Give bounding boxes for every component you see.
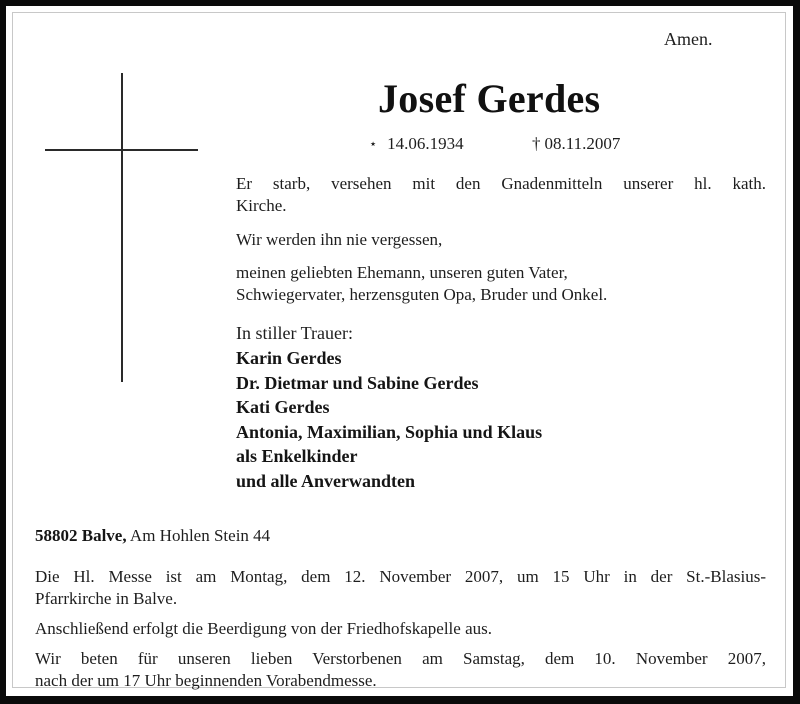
birth-date-value: 14.06.1934 — [387, 134, 464, 153]
cross-icon-horizontal-bar — [45, 149, 198, 151]
mourners-list — [236, 346, 542, 493]
amen-text: Amen. — [664, 29, 713, 49]
mourner-item: Kati Gerdes — [236, 397, 330, 417]
death-date — [532, 134, 620, 154]
remembrance-paragraph — [236, 229, 442, 251]
mass-notice-line-1: Die Hl. Messe ist am Montag, dem 12. November 2007, um 15 Uhr in der St.-Blasius- — [35, 567, 766, 586]
cross-icon-vertical-bar — [121, 73, 123, 382]
mass-notice — [35, 566, 766, 610]
dagger-cross-icon: † — [532, 134, 541, 153]
mourner-item: und alle Anverwandten — [236, 470, 416, 491]
death-date-value: 08.11.2007 — [544, 134, 621, 153]
mourner-item: Antonia, Maximilian, Sophia und Klaus — [236, 421, 543, 442]
prayer-notice-line-2: nach der um 17 Uhr beginnenden Vorabendmesse. — [35, 671, 377, 690]
faith-paragraph — [236, 173, 766, 217]
mourner-item: als Enkelkinder — [236, 446, 358, 466]
deceased-name: Josef Gerdes — [378, 76, 601, 121]
relations-paragraph — [236, 262, 607, 306]
prayer-notice-line-1: Wir beten für unseren lieben Verstorbenen am Samstag, dem 10. November 2007, — [35, 649, 766, 668]
birth-date — [369, 134, 464, 154]
relations-line-1: meinen geliebten Ehemann, unseren guten Vater, — [236, 263, 568, 282]
prayer-notice — [35, 648, 766, 692]
mourner-item: Dr. Dietmar und Sabine Gerdes — [236, 372, 479, 393]
remembrance-line: Wir werden ihn nie vergessen, — [236, 230, 443, 249]
address-city: 58802 Balve, — [35, 526, 127, 545]
address-street: Am Hohlen Stein 44 — [126, 526, 271, 545]
relations-line-2: Schwiegervater, herzensguten Opa, Bruder und Onkel. — [236, 285, 608, 304]
star-icon: ⋆ — [369, 136, 378, 151]
mass-notice-line-2: Pfarrkirche in Balve. — [35, 589, 178, 608]
burial-notice — [35, 618, 766, 640]
mourner-item: Karin Gerdes — [236, 348, 342, 368]
family-address — [35, 526, 270, 546]
faith-line-1: Er starb, versehen mit den Gnadenmitteln unserer hl. kath. — [236, 174, 766, 193]
faith-line-2: Kirche. — [236, 196, 287, 215]
burial-notice-line: Anschließend erfolgt die Beerdigung von der Friedhofskapelle aus. — [35, 619, 492, 638]
mourners-label: In stiller Trauer: — [236, 323, 353, 343]
